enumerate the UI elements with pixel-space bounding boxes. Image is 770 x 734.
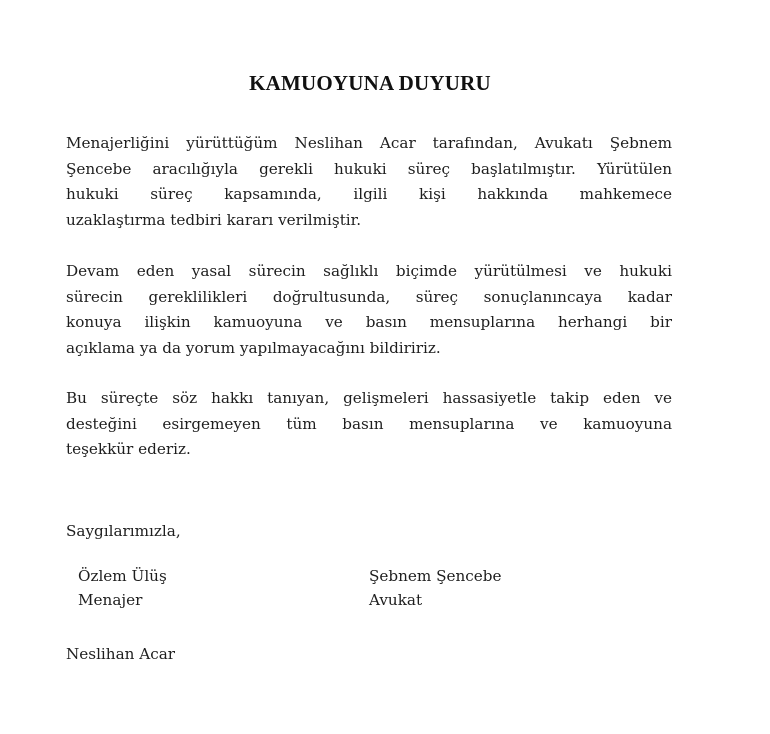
paragraph-1 [66,131,672,233]
paragraph-line: hukuki süreç kapsamında, ilgili kişi hakkında mahkemece [66,185,672,203]
paragraph-line: Devam eden yasal sürecin sağlıklı biçimde yürütülmesi ve hukuki [66,262,672,280]
signatory-role: Menajer [78,591,143,609]
signatory-name: Şebnem Şencebe [369,567,502,585]
paragraph-line: desteğini esirgemeyen tüm basın mensuplarına ve kamuoyuna [66,414,672,433]
paragraph-line: konuya ilişkin kamuoyuna ve basın mensuplarına herhangi bir [66,313,672,331]
paragraph-line: Bu süreçte söz hakkı tanıyan, gelişmeleri hassasiyetle takip eden ve [66,389,672,407]
paragraph-line: açıklama ya da yorum yapılmayacağını bildiririz. [66,338,441,357]
closing-salutation: Saygılarımızla, [66,522,181,540]
paragraph-2 [66,259,672,361]
paragraph-line: Şencebe aracılığıyla gerekli hukuki süreç başlatılmıştır. Yürütülen [66,159,672,178]
client-name: Neslihan Acar [66,645,176,663]
document-title: KAMUOYUNA DUYURU [249,71,491,95]
signatory-name: Özlem Ülüş [78,567,167,585]
signatory-role: Avukat [369,591,423,609]
paragraph-3 [66,386,672,463]
paragraph-line: uzaklaştırma tedbiri kararı verilmiştir. [66,210,362,229]
paragraph-line: Menajerliğini yürüttüğüm Neslihan Acar tarafından, Avukatı Şebnem [66,134,672,152]
signatory-manager [78,564,167,612]
paragraph-line: sürecin gereklilikleri doğrultusunda, süreç sonuçlanıncaya kadar [66,287,672,306]
paragraph-line: teşekkür ederiz. [66,440,191,458]
signatory-lawyer [369,564,502,612]
